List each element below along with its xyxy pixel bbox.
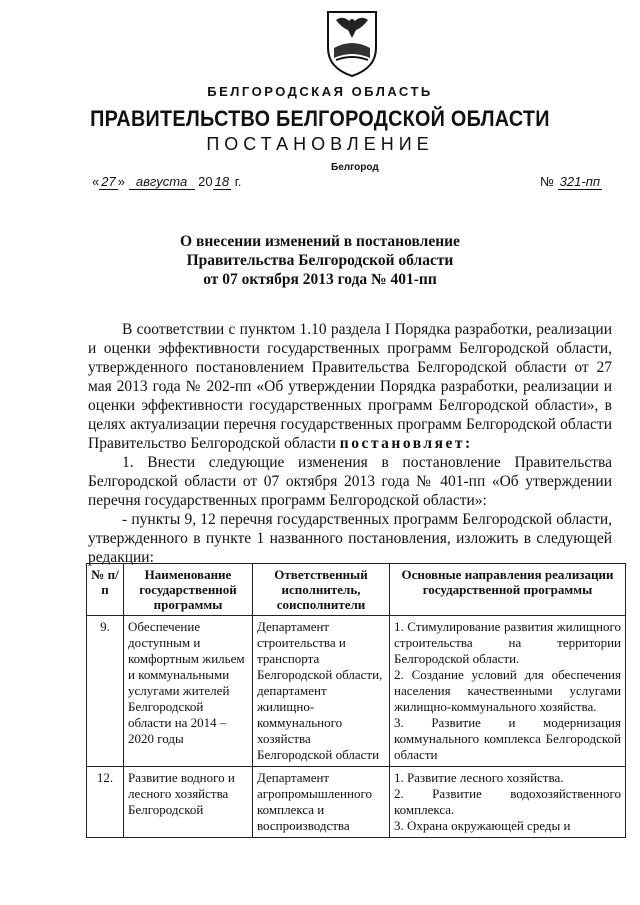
- table-header-row: [87, 564, 626, 616]
- directions-cell: 1. Стимулирование развития жилищного строительства на территории Белгородской области. 2. Создание условий для обеспечения населения качественными услугами жилищно-коммунального хозяйства. 3. Развитие и модернизация коммунального комплекса Белгородской области: [390, 616, 626, 767]
- number-value: 321-пп: [559, 174, 600, 189]
- coat-of-arms-emblem: [322, 8, 382, 78]
- region-title: БЕЛГОРОДСКАЯ ОБЛАСТЬ: [207, 84, 433, 99]
- header-name: Наименование государственной программы: [124, 564, 253, 616]
- city-name: Белгород: [331, 162, 379, 173]
- header-num: № п/п: [87, 564, 124, 616]
- document-subject: О внесении изменений в постановление Правительства Белгородской области от 07 октября 2013 года № 401-пп: [180, 233, 460, 288]
- date-year: 18: [214, 174, 230, 189]
- resolves-word: постановляет:: [339, 435, 473, 452]
- document-number: № 321-пп: [540, 174, 600, 189]
- paragraph-1: 1. Внести следующие изменения в постановление Правительства Белгородской области от 07 октября 2013 года № 401-пп «Об утверждении перечня государственных программ Белгородской области»:: [88, 454, 612, 509]
- document-body: [88, 320, 612, 567]
- directions-cell: 1. Развитие лесного хозяйства. 2. Развитие водохозяйственного комплекса. 3. Охрана окружающей среды и: [390, 767, 626, 838]
- paragraph-items: - пункты 9, 12 перечня государственных программ Белгородской области, утвержденного в пункте 1 названного постановления, изложить в следующей редакции:: [88, 511, 612, 566]
- header-directions: Основные направления реализации государственной программы: [390, 564, 626, 616]
- paragraph-preamble: В соответствии с пунктом 1.10 раздела I Порядка разработки, реализации и оценки эффективности государственных программ Белгородской области, утвержденного постановлением Правительства Белгородской области от 27 мая 2013 года № 202-пп «Об утверждении Порядка разработки, реализации и оценки эффективности государственных программ Белгородской области», в целях актуализации перечня государственных программ Белгородской области Правительство Белгородской области постановляет:: [88, 321, 612, 452]
- table-row: 12. Развитие водного и лесного хозяйства Белгородской Департамент агропромышленного комплекса и воспроизводства 1. Развитие лесного хозяйства. 2. Развитие водохозяйственного комплекса. 3. Охрана окружающей среды и: [87, 767, 626, 838]
- table-row: 9. Обеспечение доступным и комфортным жильем и коммунальными услугами жителей Белгородской области на 2014 – 2020 годы Департамент строительства и транспорта Белгородской области, департамент жилищно-коммунального хозяйства Белгородской области 1. Стимулирование развития жилищного строительства на территории Белгородской области. 2. Создание условий для обеспечения населения качественными услугами жилищно-коммунального хозяйства. 3. Развитие и модернизация коммунального комплекса Белгородской области: [87, 616, 626, 767]
- date-month: августа: [129, 174, 195, 190]
- document-date: « 27 » августа 20 18 г.: [92, 174, 242, 189]
- government-title: ПРАВИТЕЛЬСТВО БЕЛГОРОДСКОЙ ОБЛАСТИ: [90, 106, 550, 131]
- date-day: 27: [101, 174, 116, 189]
- header-executor: Ответственный исполнитель, соисполнители: [253, 564, 390, 616]
- programs-table: [86, 563, 626, 838]
- document-type: ПОСТАНОВЛЕНИЕ: [206, 134, 434, 154]
